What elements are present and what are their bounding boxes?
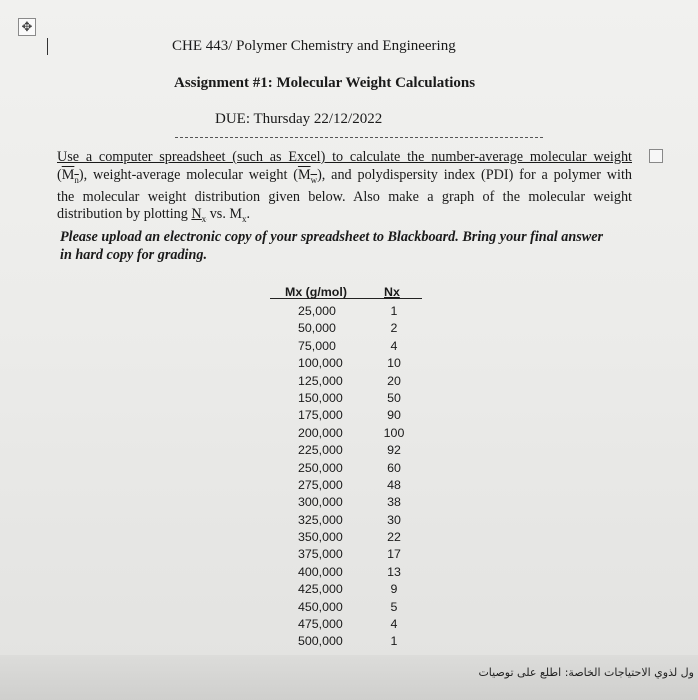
nx-cell: 50 <box>387 390 401 405</box>
mx-cell: 175,000 <box>298 408 343 423</box>
assignment-title: Assignment #1: Molecular Weight Calculations <box>174 75 476 91</box>
mx-cell: 200,000 <box>298 425 343 440</box>
mx-cell: 400,000 <box>298 564 343 579</box>
mx-cell: 475,000 <box>298 617 343 632</box>
nx-cell: 20 <box>387 373 401 388</box>
text-cursor <box>47 38 48 55</box>
course-title: CHE 443/ Polymer Chemistry and Engineering <box>172 38 456 54</box>
submission-note <box>60 228 620 264</box>
header-rule <box>270 298 422 299</box>
nx-cell: 1 <box>390 634 398 649</box>
nx-cell: 4 <box>390 338 398 353</box>
nx-cell: 9 <box>390 582 398 597</box>
mx-symbol: $M_x$ <box>229 206 247 225</box>
mx-cell: 150,000 <box>298 390 343 405</box>
nx-cell: 100 <box>383 425 405 440</box>
mx-cell: 125,000 <box>298 373 343 388</box>
nx-cell: 4 <box>390 617 398 632</box>
nx-cell: 48 <box>387 477 401 492</box>
nx-cell: 38 <box>387 495 401 510</box>
dashed-divider <box>175 137 543 138</box>
mx-cell: 375,000 <box>298 547 343 562</box>
nx-cell: 1 <box>390 304 398 318</box>
move-icon[interactable]: ✥ <box>18 18 36 36</box>
mx-cell: 75,000 <box>298 338 336 353</box>
nx-cell: 22 <box>387 530 401 545</box>
mx-cell: 100,000 <box>298 356 343 371</box>
instructions-line-4: distribution by plotting $N_x$ vs. $M_x$. <box>57 206 251 225</box>
nx-cell: 13 <box>387 564 401 579</box>
mx-cell: 275,000 <box>298 477 343 492</box>
mx-cell: 50,000 <box>298 321 336 336</box>
nx-cell: 5 <box>390 599 398 614</box>
mx-cell: 325,000 <box>298 512 343 527</box>
nx-cell: 90 <box>387 408 401 423</box>
mx-cell: 500,000 <box>298 634 343 649</box>
nx-cell: 10 <box>387 356 401 371</box>
mn-symbol: $M_n$ <box>61 166 79 185</box>
mx-cell: 450,000 <box>298 599 343 614</box>
nx-cell: 92 <box>387 443 401 458</box>
mx-cell: 300,000 <box>298 495 343 510</box>
nx-cell: 2 <box>390 321 398 336</box>
nx-cell: 30 <box>387 512 401 527</box>
mw-symbol: $M_w$ <box>297 166 318 185</box>
mx-cell: 250,000 <box>298 460 343 475</box>
column-header-mx: Mx (g/mol) <box>285 285 347 299</box>
nx-cell: 17 <box>387 547 401 562</box>
instructions-line-3: the molecular weight distribution given below. Also make a graph of the molecular weight <box>57 188 632 205</box>
note-line-2: in hard copy for grading. <box>60 247 208 263</box>
note-line-1: Please upload an electronic copy of your spreadsheet to Blackboard. Bring your final answer <box>60 229 604 245</box>
column-header-nx: Nx <box>384 285 400 299</box>
mx-cell: 350,000 <box>298 530 343 545</box>
instructions-line-1: Use a computer spreadsheet (such as Excel) to calculate the number-average molecular weight <box>57 149 632 165</box>
comment-icon[interactable] <box>649 149 663 163</box>
accessibility-banner: ول لذوي الاحتياجات الخاصة: اطلع على توصيات <box>478 666 694 679</box>
instructions-paragraph <box>57 149 632 229</box>
mx-cell: 25,000 <box>298 304 336 318</box>
nx-cell: 60 <box>387 460 401 475</box>
mx-cell: 225,000 <box>298 443 343 458</box>
due-date: DUE: Thursday 22/12/2022 <box>215 111 383 127</box>
mx-cell: 425,000 <box>298 582 343 597</box>
instructions-line-2: $(M_n)$, weight-average molecular weight $(M_w)$, and polydispersity index (PDI) for a polymer with <box>57 166 632 185</box>
nx-symbol: $N_x$ <box>191 206 207 225</box>
